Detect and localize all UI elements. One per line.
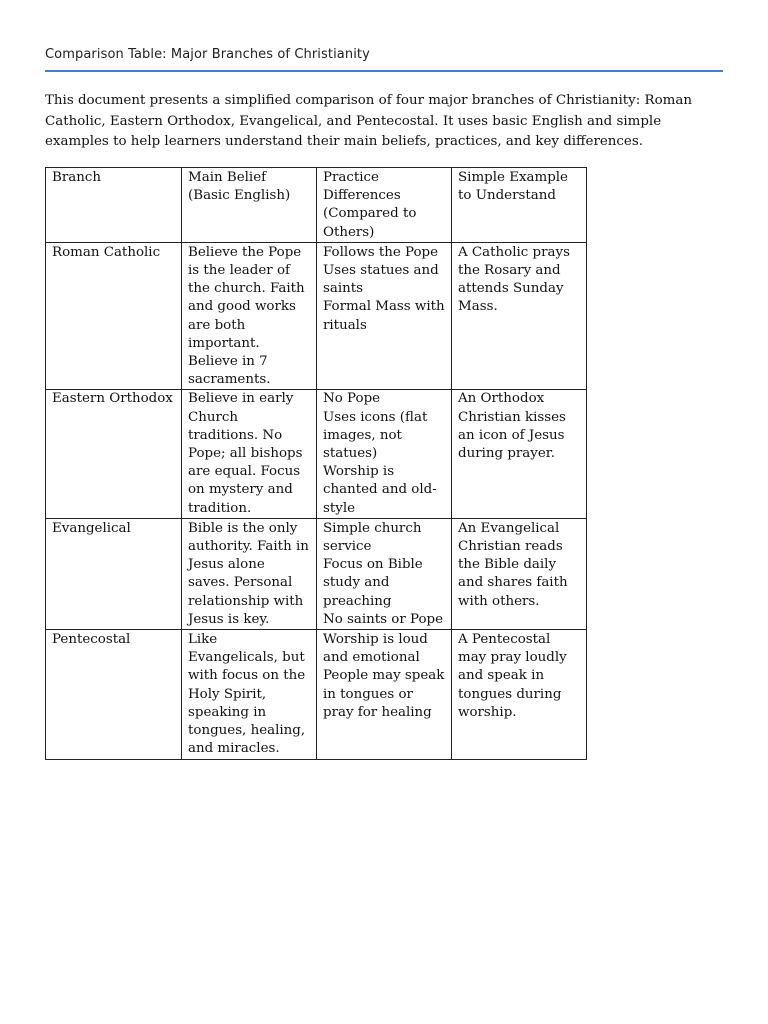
practice-cell: Follows the Pope Uses statues and saints Formal Mass with rituals xyxy=(317,242,452,390)
table-row-roman-catholic xyxy=(46,242,587,390)
column-header-simple-example: Simple Example to Understand xyxy=(452,168,587,243)
intro-paragraph: This document presents a simplified comparison of four major branches of Christianity: Roman Catholic, Eastern Orthodox, Evangelical, and Pentecostal. It uses basic English and simple examples to help learners understand their main beliefs, practices, and key differences. xyxy=(45,93,692,149)
branch-cell: Pentecostal xyxy=(46,630,182,759)
branch-cell: Evangelical xyxy=(46,518,182,629)
practice-cell: Simple church service Focus on Bible study and preaching No saints or Pope xyxy=(317,518,452,629)
column-header-branch: Branch xyxy=(46,168,182,243)
column-header-main-belief: Main Belief (Basic English) xyxy=(182,168,317,243)
main-belief-cell: Bible is the only authority. Faith in Jesus alone saves. Personal relationship with Jesus is key. xyxy=(182,518,317,629)
example-cell: An Evangelical Christian reads the Bible daily and shares faith with others. xyxy=(452,518,587,629)
branch-cell: Eastern Orthodox xyxy=(46,390,182,518)
practice-cell: No Pope Uses icons (flat images, not statues) Worship is chanted and old-style xyxy=(317,390,452,518)
example-cell: A Catholic prays the Rosary and attends Sunday Mass. xyxy=(452,242,587,390)
table-row-evangelical xyxy=(46,518,587,629)
main-belief-cell: Believe in early Church traditions. No Pope; all bishops are equal. Focus on mystery and tradition. xyxy=(182,390,317,518)
page-header-title: Comparison Table: Major Branches of Christianity xyxy=(45,47,370,62)
example-cell: An Orthodox Christian kisses an icon of Jesus during prayer. xyxy=(452,390,587,518)
column-header-practice-differences: Practice Differences (Compared to Others) xyxy=(317,168,452,243)
practice-cell: Worship is loud and emotional People may speak in tongues or pray for healing xyxy=(317,630,452,759)
example-cell: A Pentecostal may pray loudly and speak in tongues during worship. xyxy=(452,630,587,759)
table-row-eastern-orthodox xyxy=(46,390,587,518)
branch-cell: Roman Catholic xyxy=(46,242,182,390)
table-header-row xyxy=(46,168,587,243)
header-divider xyxy=(45,70,723,72)
main-belief-cell: Like Evangelicals, but with focus on the Holy Spirit, speaking in tongues, healing, and miracles. xyxy=(182,630,317,759)
table-row-pentecostal xyxy=(46,630,587,759)
main-belief-cell: Believe the Pope is the leader of the church. Faith and good works are both important. Believe in 7 sacraments. xyxy=(182,242,317,390)
comparison-table xyxy=(45,167,587,760)
